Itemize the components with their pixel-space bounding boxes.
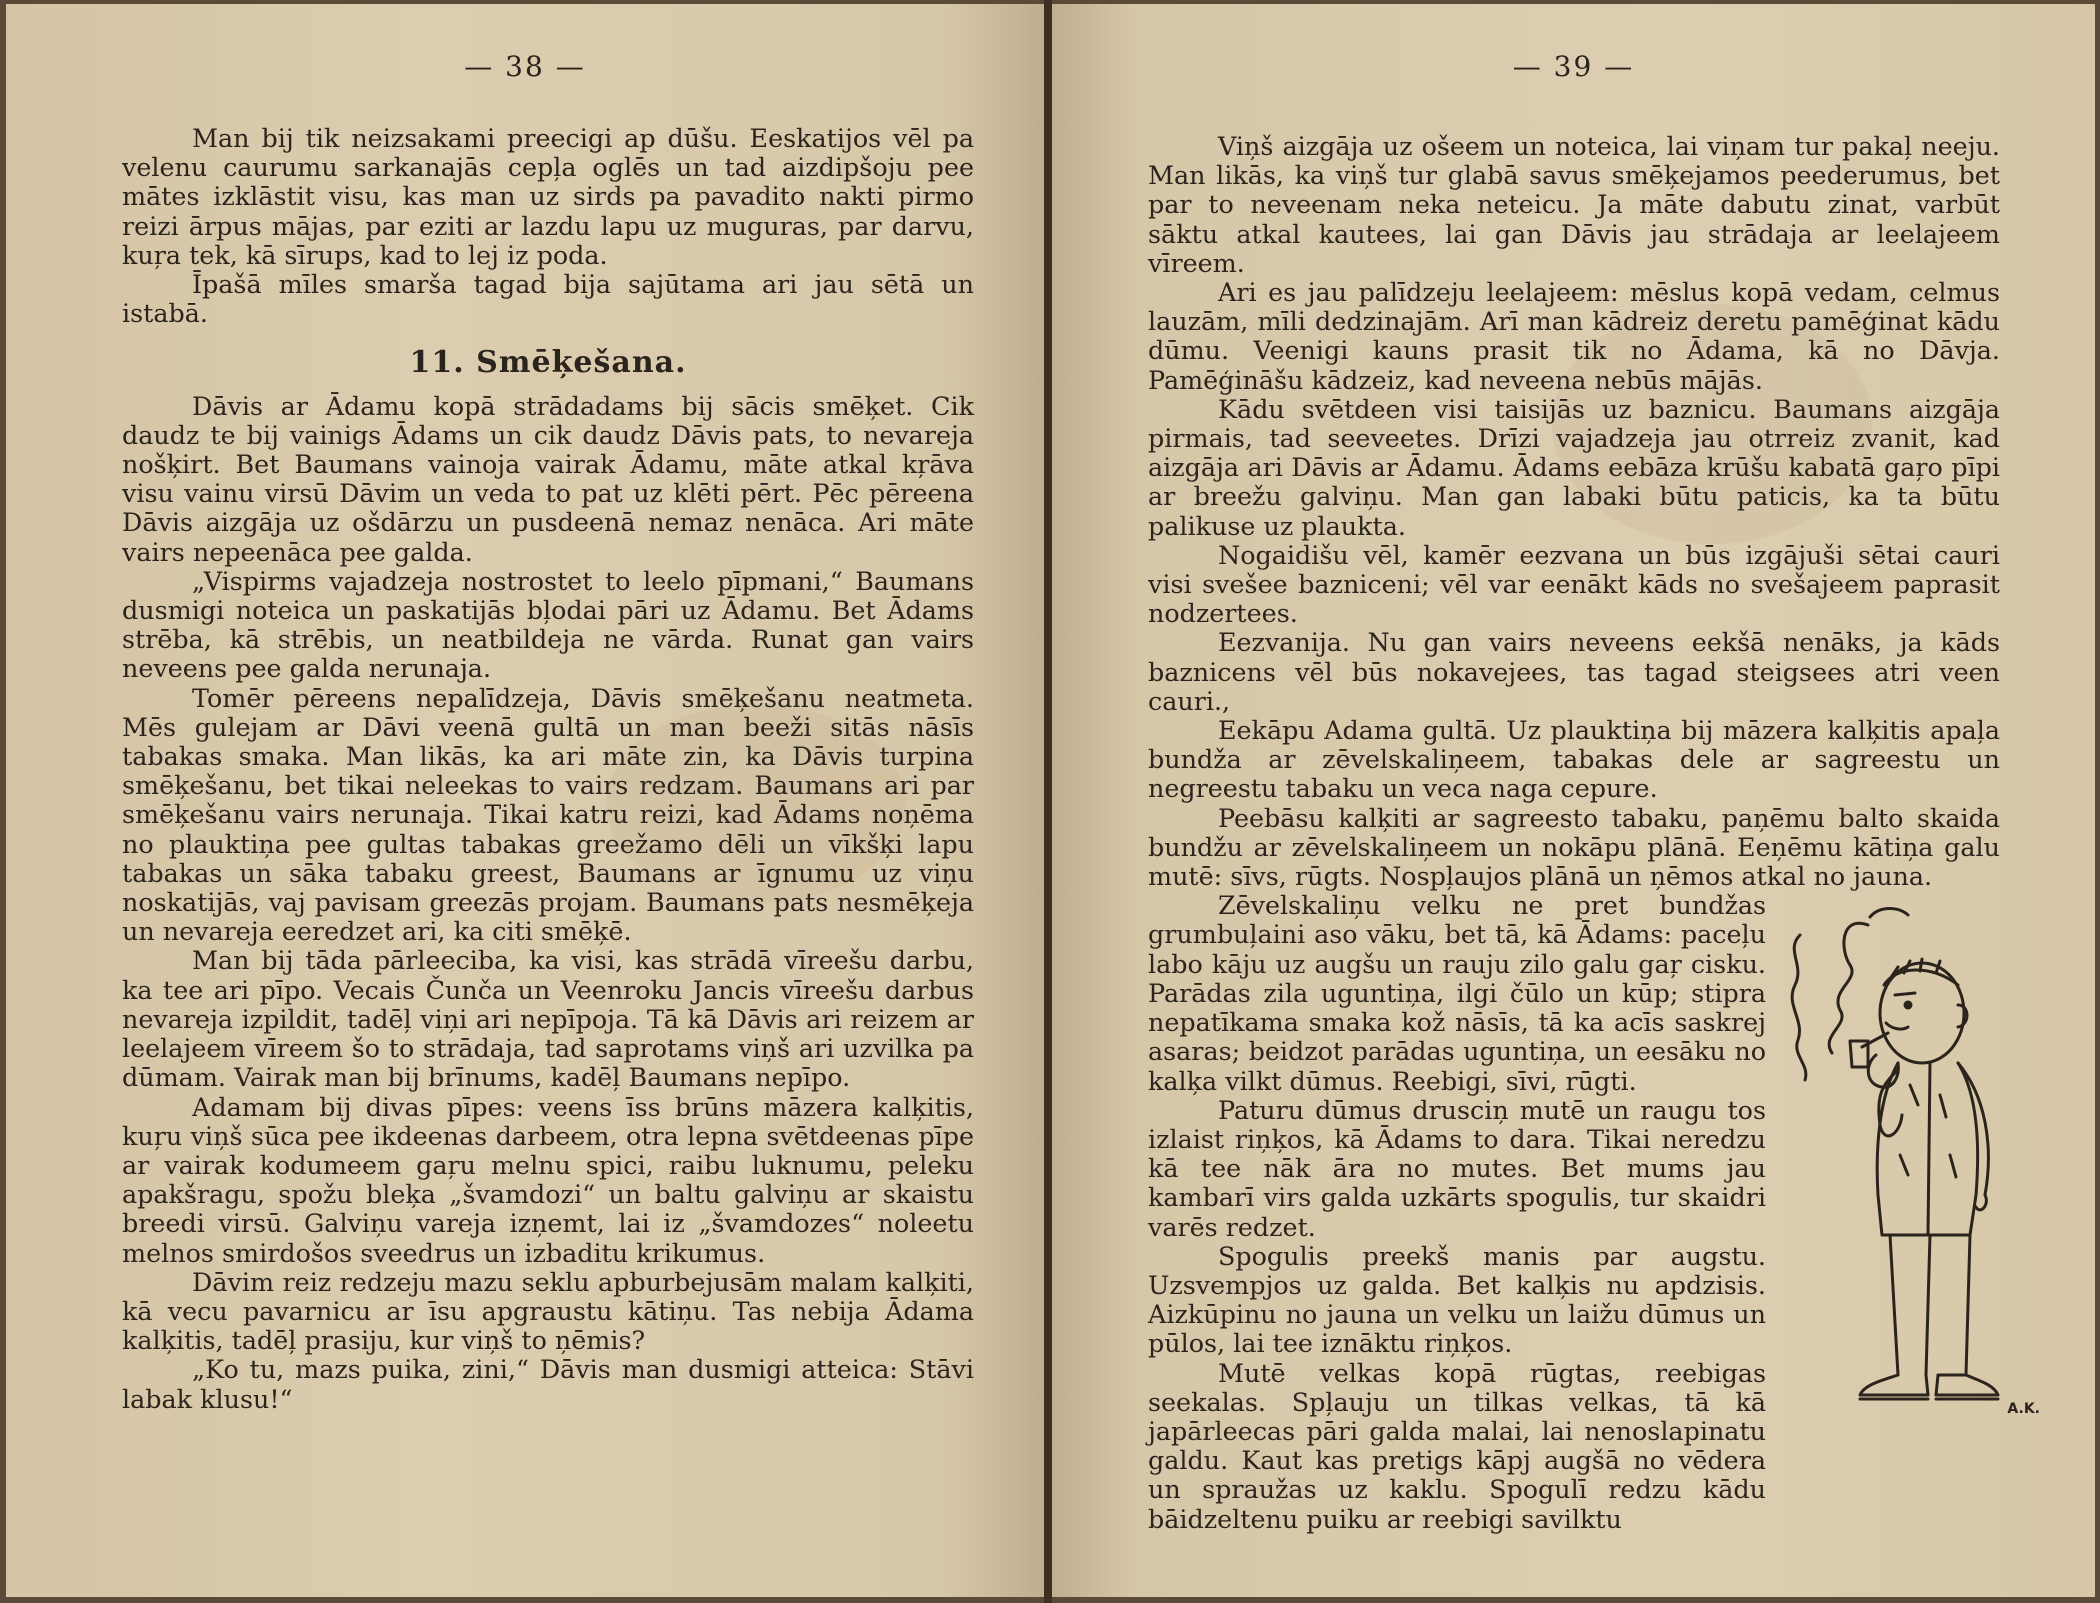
- right-page-text: [1148, 131, 2040, 1534]
- paragraph: Mutē velkas kopā rūgtas, reebigas seekalas. Spļauju un tilkas velkas, tā kā japārleecas pāri galda malai, lai nenoslapinatu galdu. Kaut kas pretigs kāpj augšā no vēdera un spraužas uz kaklu. Spogulī redzu kādu bāidzeltenu puiku ar reebigi savilktu: [1148, 1357, 1766, 1534]
- paragraph: Kādu svētdeen visi taisijās uz baznicu. Baumans aizgāja pirmais, tad seeveetes. Drīzi vajadzeja jau otrreiz zvanit, kad aizgāja ari Dāvis ar Ādamu. Ādams eebāza krūšu kabatā gaŗo pīpi ar breežu galviņu. Man gan labaki būtu paticis, ka ta būtu palikuse uz plaukta.: [1148, 393, 2000, 541]
- left-page: [6, 4, 1044, 1597]
- left-page-text: [122, 124, 974, 1414]
- illustration-signature: A.K.: [2007, 1401, 2040, 1418]
- paragraph: Eekāpu Adama gultā. Uz plauktiņa bij māzera kalķitis apaļa bundža ar zēvelskaliņeem, tabakas dele ar sagreestu un negreestu tabaku un veca naga cepure.: [1148, 715, 2000, 804]
- paragraph: Viņš aizgāja uz ošeem un noteica, lai viņam tur pakaļ neeju. Man likās, ka viņš tur glabā savus smēķejamos peederumus, bet par to neveenam neka neteicu. Ja māte dabutu zinat, varbūt sāktu atkal kautees, lai gan Dāvis jau strādaja ar leelajeem vīreem.: [1148, 131, 2000, 278]
- paragraph: Tomēr pēreens nepalīdzeja, Dāvis smēķešanu neatmeta. Mēs gulejam ar Dāvi veenā gultā un man beeži sitās nāsīs tabakas smaka. Man likās, ka ari māte zin, ka Dāvis turpina smēķešanu, bet tikai neleekas to vairs redzam. Baumans ari par smēķešanu vairs nerunaja. Tikai katru reizi, kad Ādams noņēma no plauktiņa pee gultas tabakas greežamo dēli un vīkšķi lapu tabakas un sāka tabaku greest, Baumans ar īgnumu uz viņu noskatijās, vaj pavisam greezās projam. Baumans pats nesmēķeja un nevareja eeredzet ari, ka citi smēķē.: [122, 682, 974, 947]
- paragraph: Dāvim reiz redzeju mazu seklu apburbejusām malam kalķiti, kā vecu pavarnicu ar īsu apgraustu kātiņu. Tas nebija Ādama kalķitis, tadēļ prasiju, kur viņš to ņēmis?: [122, 1266, 974, 1356]
- paragraph: Adamam bij divas pīpes: veens īss brūns māzera kalķitis, kuŗu viņš sūca pee ikdeenas darbeem, otra lepna svētdeenas pīpe ar vairak kodumeem gaŗu melnu spici, raibu luknumu, peleku apakšragu, spožu bleķa „švamdozi“ un baltu galviņu ar skaistu breedi virsū. Galviņu vareja izņemt, lai iz „švamdozes“ noleetu melnos smirdošos sveedrus un izbaditu krikumus.: [122, 1091, 974, 1268]
- paragraph: Man bij tāda pārleeciba, ka visi, kas strādā vīreešu darbu, ka tee ari pīpo. Vecais Čunča un Veenroku Jancis vīreešu darbus nevareja izpildit, tadēļ viņi ari nepīpoja. Tā kā Dāvis ari reizem ar leelajeem vīreem šo to strādaja, tad saprotams viņš ari uzvilka pa dūmam. Vairak man bij brīnums, kadēļ Baumans nepīpo.: [122, 945, 974, 1093]
- paragraph: Paturu dūmus drusciņ mutē un raugu tos izlaist riņķos, kā Ādams to dara. Tikai neredzu kā tee nāk āra no mutes. Bet mums jau kambarī virs galda uzkārts spogulis, tur skaidri varēs redzet.: [1148, 1094, 1766, 1242]
- paragraph: Dāvis ar Ādamu kopā strādadams bij sācis smēķet. Cik daudz te bij vainigs Ādams un cik daudz Dāvis pats, to nevareja nošķirt. Bet Baumans vainoja vairak Ādamu, māte atkal kŗāva visu vainu virsū Dāvim un veda to pat uz klēti pērt. Pēc pēreena Dāvis aizgāja uz ošdārzu un pusdeenā nemaz nenāca. Ari māte vairs nepeenāca pee galda.: [122, 390, 974, 567]
- paragraph: Spogulis preekš manis par augstu. Uzsvempjos uz galda. Bet kalķis nu apdzisis. Aizkūpinu no jauna un velku un laižu dūmus un pūlos, lai tee iznāktu riņķos.: [1148, 1240, 1766, 1359]
- paragraph: Nogaidišu vēl, kamēr eezvana un būs izgājuši sētai cauri visi svešee bazniceni; vēl var eenākt kāds no svešajeem paprasit nodzertees.: [1148, 539, 2000, 629]
- boy-smoking-pipe-icon: [1780, 895, 2040, 1485]
- right-page: [1052, 4, 2095, 1597]
- smoking-boy-illustration: [1780, 895, 2040, 1485]
- paragraph: „Ko tu, mazs puika, zini,“ Dāvis man dusmigi atteica: Stāvi labak klusu!“: [122, 1354, 974, 1414]
- paragraph: „Vispirms vajadzeja nostrostet to leelo pīpmani,“ Baumans dusmigi noteica un paskatijās bļodai pāri uz Ādamu. Bet Ādams strēba, kā strēbis, un neatbildeja ne vārda. Runat gan vairs neveens pee galda nerunaja.: [122, 565, 974, 684]
- book-gutter: [1044, 0, 1052, 1603]
- page-number-left: — 38 —: [464, 50, 586, 83]
- paragraph: Eezvanija. Nu gan vairs neveens eekšā nenāks, ja kāds baznicens vēl būs nokavejees, tas tagad steigsees atri veen cauri.,: [1148, 627, 2000, 716]
- paragraph: Zēvelskaliņu velku ne pret bundžas grumbuļaini aso vāku, bet tā, kā Ādams: paceļu labo kāju uz augšu un rauju zilo galu gaŗ cisku. Parādas zila uguntiņa, ilgi čūlo un kūp; stipra nepatīkama smaka kož nāsīs, tā ka acīs saskrej asaras; beidzot parādas uguntiņa, un eesāku no kalķa vilkt dūmus. Reebigi, sīvi, rūgti.: [1148, 890, 1766, 1096]
- paragraph: Man bij tik neizsakami preecigi ap dūšu. Eeskatijos vēl pa velenu caurumu sarkanajās cepļa oglēs un tad aizdipšoju pee mātes izklāstit visu, kas man uz sirds pa pavadito nakti pirmo reizi ārpus mājas, par eziti ar lazdu lapu uz muguras, par darvu, kuŗa tek, kā sīrups, kad to lej iz poda.: [122, 123, 974, 270]
- paragraph: Īpašā mīles smarša tagad bija sajūtama ari jau sētā un istabā.: [122, 269, 974, 329]
- paragraph: Peebāsu kalķiti ar sagreesto tabaku, paņēmu balto skaida bundžu ar zēvelskaliņeem un nokāpu plānā. Eeņēmu kātiņa galu mutē: sīvs, rūgts. Nospļaujos plānā un ņēmos atkal no jauna.: [1148, 802, 2000, 892]
- chapter-title: 11. Smēķešana.: [409, 345, 687, 381]
- paragraph: Ari es jau palīdzeju leelajeem: mēslus kopā vedam, celmus lauzām, mīli dedzinajām. Arī man kādreiz deretu pamēģinat kādu dūmu. Veenigi kauns prasit tik no Ādama, kā no Dāvja. Pamēģināšu kādzeiz, kad neveena nebūs mājās.: [1148, 277, 2000, 395]
- page-number-right: — 39 —: [1512, 50, 1635, 83]
